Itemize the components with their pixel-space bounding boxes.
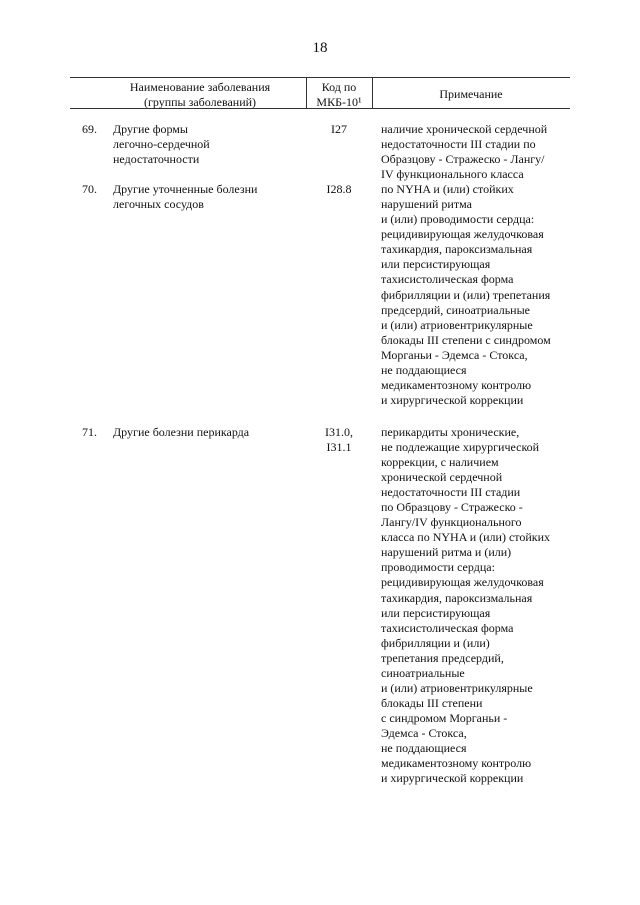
row-code: I31.0, I31.1 (325, 425, 353, 455)
row-note: наличие хронической сердечной недостаточности III стадии по Образцову - Стражеско - Лангу/ IV функционального класса по NYHA и (или) стойких нарушений ритма и (или) проводимости сердца: рецидивирующая желудочковая тахикардия, пароксизмальная или персистирующая тахисистолическая форма фибрилляции и (или) трепетания предсердий, синоатриальные и (или) атриовентрикулярные блокады III степени с синдромом Морганьи - Эдемса - Стокса, не поддающиеся медикаментозному контролю и хирургической коррекции (381, 122, 551, 407)
page-number: 18 (312, 40, 328, 56)
row-number: 71. (82, 425, 97, 439)
row-note: перикардиты хронические, не подлежащие хирургической коррекции, с наличием хронической сердечной недостаточности III стадии по Образцову - Стражеско - Лангу/IV функционального класса по NYHA и (или) стойких нарушений ритма и (или) проводимости сердца: рецидивирующая желудочковая тахикардия, пароксизмальная или персистирующая тахисистолическая форма фибрилляции и (или) трепетания предсердий, синоатриальные и (или) атриовентрикулярные блокады III степени с синдромом Морганьи - Эдемса - Стокса, не поддающиеся медикаментозному контролю и хирургической коррекции (381, 425, 551, 786)
row-code: I27 (331, 122, 347, 136)
header-note: Примечание (439, 87, 503, 101)
row-number: 69. (82, 122, 97, 136)
header-name: Наименование заболевания (группы заболеваний) (129, 80, 271, 109)
row-name: Другие уточненные болезни легочных сосудов (113, 182, 258, 212)
row-name: Другие формы легочно-сердечной недостаточности (113, 122, 210, 167)
row-number: 70. (82, 182, 97, 196)
header-code: Код по МКБ-10¹ (316, 80, 362, 109)
table-top-rule (70, 77, 570, 78)
row-code: I28.8 (326, 182, 352, 196)
row-name: Другие болезни перикарда (113, 425, 250, 439)
